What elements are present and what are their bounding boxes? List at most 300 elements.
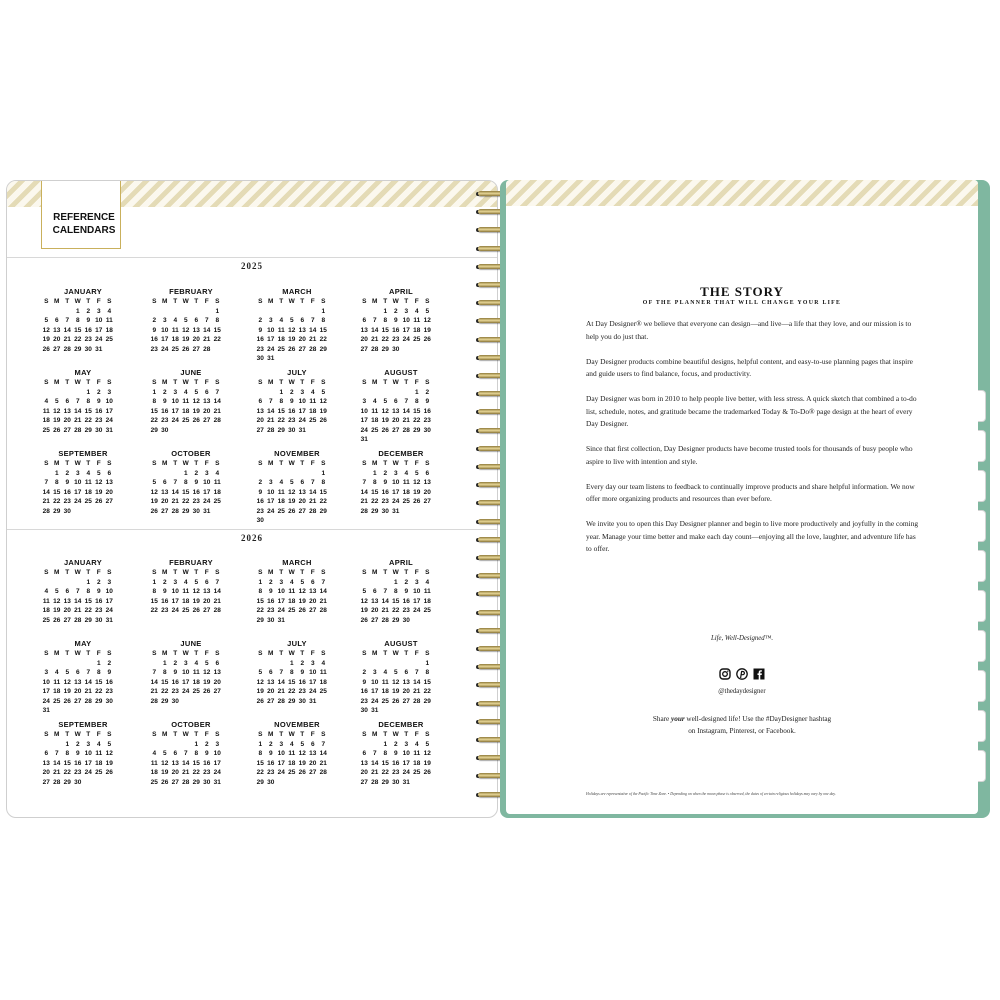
weekday-header: T	[194, 379, 199, 386]
day-number: 20	[298, 498, 306, 505]
mini-calendar-february	[149, 287, 233, 354]
mini-calendar-december	[359, 449, 443, 516]
day-number: 8	[162, 669, 167, 676]
weekday-header: W	[392, 731, 399, 738]
day-number: 17	[360, 417, 368, 424]
day-number: 25	[371, 426, 379, 434]
social-icons	[506, 668, 978, 683]
day-number: 18	[413, 326, 421, 334]
instagram-icon	[719, 668, 731, 680]
day-number: 26	[192, 607, 200, 614]
index-tab	[977, 590, 986, 622]
day-number: 15	[150, 597, 158, 605]
day-number: 2	[86, 307, 91, 315]
day-number: 24	[277, 607, 285, 614]
day-number: 5	[152, 479, 157, 486]
weekday-header: T	[65, 379, 70, 386]
weekday-header: T	[404, 569, 409, 576]
weekday-header: S	[258, 731, 263, 738]
day-number: 21	[371, 336, 379, 343]
day-number: 27	[402, 697, 410, 705]
day-number: 16	[95, 597, 103, 605]
day-number: 12	[53, 407, 61, 415]
day-number: 10	[171, 398, 179, 405]
weekday-header: S	[107, 731, 112, 738]
day-number: 25	[402, 498, 410, 505]
weekday-header: S	[321, 650, 326, 657]
weekday-header: W	[392, 569, 399, 576]
day-number: 29	[53, 507, 61, 515]
empty-day	[73, 389, 84, 398]
day-number: 1	[383, 307, 388, 315]
day-number: 15	[277, 407, 285, 415]
day-number: 3	[300, 388, 305, 396]
day-number: 16	[360, 688, 368, 695]
day-number: 30	[203, 778, 211, 786]
day-number: 7	[321, 578, 326, 586]
day-number: 5	[44, 317, 49, 324]
day-number: 8	[86, 588, 91, 595]
day-number: 7	[383, 588, 388, 595]
day-number: 6	[300, 317, 305, 324]
day-number: 30	[95, 616, 103, 624]
day-number: 10	[298, 398, 306, 405]
day-number: 7	[215, 388, 220, 396]
weekday-header: M	[54, 569, 60, 576]
weekday-header: S	[258, 460, 263, 467]
day-grid	[41, 569, 125, 625]
day-number: 5	[289, 317, 294, 324]
empty-day	[52, 308, 63, 317]
day-number: 20	[298, 336, 306, 343]
day-grid	[255, 460, 339, 526]
empty-day	[380, 389, 391, 398]
day-number: 20	[371, 607, 379, 614]
weekday-header: F	[310, 569, 315, 576]
day-number: 21	[203, 336, 211, 343]
day-number: 6	[393, 398, 398, 405]
day-number: 5	[183, 317, 188, 324]
day-number: 1	[414, 388, 419, 396]
month-name: NOVEMBER	[274, 449, 320, 458]
day-number: 19	[105, 759, 113, 767]
day-number: 19	[256, 688, 264, 695]
day-number: 18	[381, 688, 389, 695]
day-number: 12	[95, 479, 103, 486]
weekday-header: M	[162, 460, 168, 467]
day-number: 4	[372, 398, 377, 405]
weekday-header: W	[288, 731, 295, 738]
day-number: 26	[150, 507, 158, 515]
day-number: 5	[204, 659, 209, 667]
weekday-header: W	[392, 298, 399, 305]
day-number: 19	[182, 336, 190, 343]
day-number: 31	[267, 355, 275, 362]
day-number: 9	[258, 488, 263, 496]
day-number: 15	[256, 759, 264, 767]
day-number: 12	[423, 317, 431, 324]
weekday-header: F	[204, 731, 209, 738]
day-number: 24	[105, 417, 113, 424]
weekday-header: M	[54, 298, 60, 305]
tab-label-line1: REFERENCE	[53, 212, 115, 223]
weekday-header: T	[404, 731, 409, 738]
day-number: 4	[152, 750, 157, 757]
weekday-header: F	[310, 460, 315, 467]
day-number: 28	[381, 616, 389, 624]
day-number: 23	[84, 336, 92, 343]
empty-day	[266, 470, 277, 479]
weekday-header: T	[86, 731, 91, 738]
weekday-header: T	[383, 569, 388, 576]
day-number: 20	[171, 769, 179, 776]
day-number: 8	[393, 588, 398, 595]
index-tab	[977, 510, 986, 542]
day-number: 25	[413, 769, 421, 776]
day-number: 2	[393, 307, 398, 315]
day-number: 28	[402, 426, 410, 434]
day-number: 30	[171, 697, 179, 705]
weekday-header: F	[96, 298, 101, 305]
day-number: 5	[425, 307, 430, 315]
day-number: 17	[203, 488, 211, 496]
day-number: 8	[152, 398, 157, 405]
day-number: 27	[360, 345, 368, 353]
day-number: 24	[277, 769, 285, 776]
day-number: 11	[150, 759, 158, 767]
day-number: 6	[300, 479, 305, 486]
mini-calendar-october	[149, 720, 233, 787]
day-grid	[359, 569, 443, 625]
day-number: 31	[402, 778, 410, 786]
day-number: 12	[288, 488, 296, 496]
weekday-header: F	[96, 569, 101, 576]
day-number: 11	[423, 588, 431, 595]
day-number: 16	[256, 498, 264, 505]
day-number: 2	[268, 740, 273, 748]
weekday-header: S	[152, 460, 157, 467]
day-number: 29	[392, 616, 400, 624]
day-number: 12	[192, 398, 200, 405]
day-number: 4	[215, 469, 220, 477]
weekday-header: W	[288, 460, 295, 467]
day-number: 24	[203, 498, 211, 505]
month-name: MARCH	[282, 558, 312, 567]
day-number: 8	[279, 398, 284, 405]
weekday-header: W	[74, 298, 81, 305]
day-number: 8	[258, 588, 263, 595]
empty-day	[401, 660, 412, 669]
day-number: 4	[289, 578, 294, 586]
day-number: 9	[393, 317, 398, 324]
day-number: 14	[171, 488, 179, 496]
day-number: 14	[309, 488, 317, 496]
weekday-header: T	[383, 731, 388, 738]
month-name: OCTOBER	[171, 720, 211, 729]
empty-day	[370, 308, 381, 317]
weekday-header: S	[362, 460, 367, 467]
day-number: 8	[414, 398, 419, 405]
day-number: 4	[414, 740, 419, 748]
day-number: 6	[107, 469, 112, 477]
day-number: 29	[319, 345, 327, 353]
day-number: 25	[213, 498, 221, 505]
weekday-header: T	[194, 298, 199, 305]
story-paragraph: Day Designer products combine beautiful designs, helpful content, and easy-to-use planning pages that inspire and guide users to find balance, focus, and productivity.	[586, 356, 913, 378]
day-number: 11	[182, 588, 190, 595]
reference-calendars-page	[6, 180, 498, 818]
story-title: THE STORY	[700, 284, 784, 299]
day-number: 3	[279, 578, 284, 586]
day-number: 30	[161, 426, 169, 434]
day-number: 17	[298, 407, 306, 415]
day-grid	[359, 460, 443, 516]
day-number: 28	[53, 778, 61, 786]
empty-day	[370, 741, 381, 750]
day-number: 9	[96, 588, 101, 595]
weekday-header: M	[268, 379, 274, 386]
day-number: 30	[288, 426, 296, 434]
day-number: 11	[95, 750, 103, 757]
day-number: 6	[372, 588, 377, 595]
weekday-header: F	[414, 731, 419, 738]
day-number: 10	[182, 669, 190, 676]
empty-day	[287, 308, 298, 317]
mini-calendar-november	[255, 449, 339, 526]
day-number: 12	[288, 326, 296, 334]
mini-calendar-february	[149, 558, 233, 616]
weekday-header: F	[414, 569, 419, 576]
day-number: 10	[203, 479, 211, 486]
day-number: 1	[425, 659, 430, 667]
day-number: 1	[86, 388, 91, 396]
month-name: MAY	[74, 639, 92, 648]
weekday-header: F	[310, 731, 315, 738]
empty-day	[83, 660, 94, 669]
day-number: 10	[413, 588, 421, 595]
day-number: 31	[392, 507, 400, 515]
day-number: 14	[53, 759, 61, 767]
day-number: 7	[310, 317, 315, 324]
day-number: 26	[413, 498, 421, 505]
day-number: 14	[277, 678, 285, 686]
day-number: 21	[319, 759, 327, 767]
day-number: 5	[321, 388, 326, 396]
weekday-header: M	[268, 569, 274, 576]
day-number: 3	[86, 740, 91, 748]
weekday-header: M	[268, 298, 274, 305]
day-number: 21	[309, 498, 317, 505]
day-number: 2	[204, 740, 209, 748]
weekday-header: S	[321, 569, 326, 576]
weekday-header: S	[321, 298, 326, 305]
mini-calendar-july	[255, 639, 339, 706]
pinterest-icon	[736, 668, 748, 680]
day-number: 14	[84, 678, 92, 686]
day-number: 24	[309, 688, 317, 695]
day-number: 7	[173, 479, 178, 486]
mini-calendar-october	[149, 449, 233, 516]
day-number: 18	[150, 769, 158, 776]
day-number: 20	[423, 488, 431, 496]
day-number: 9	[65, 479, 70, 486]
day-number: 5	[300, 740, 305, 748]
day-number: 6	[44, 750, 49, 757]
day-number: 24	[74, 498, 82, 505]
day-number: 26	[192, 417, 200, 424]
day-number: 1	[75, 307, 80, 315]
day-number: 11	[288, 750, 296, 757]
day-number: 6	[75, 669, 80, 676]
day-number: 1	[86, 578, 91, 586]
empty-day	[287, 470, 298, 479]
day-number: 11	[213, 479, 221, 486]
empty-day	[412, 660, 423, 669]
day-number: 19	[423, 759, 431, 767]
day-number: 28	[84, 697, 92, 705]
day-number: 5	[414, 469, 419, 477]
day-number: 12	[42, 326, 50, 334]
day-number: 29	[319, 507, 327, 515]
day-number: 25	[277, 507, 285, 515]
story-body	[586, 318, 922, 568]
day-number: 4	[310, 388, 315, 396]
day-number: 2	[393, 740, 398, 748]
day-number: 11	[53, 678, 61, 686]
empty-day	[170, 741, 181, 750]
day-number: 17	[171, 597, 179, 605]
day-number: 11	[309, 398, 317, 405]
day-number: 25	[171, 345, 179, 353]
weekday-header: T	[383, 298, 388, 305]
empty-day	[276, 308, 287, 317]
day-number: 6	[310, 740, 315, 748]
index-tab	[977, 630, 986, 662]
day-number: 18	[192, 678, 200, 686]
day-number: 9	[86, 317, 91, 324]
day-number: 21	[182, 769, 190, 776]
day-number: 15	[192, 759, 200, 767]
day-number: 16	[161, 407, 169, 415]
day-number: 16	[95, 407, 103, 415]
empty-day	[359, 389, 370, 398]
day-number: 8	[383, 317, 388, 324]
day-number: 29	[256, 778, 264, 786]
weekday-header: T	[300, 460, 305, 467]
weekday-header: T	[404, 298, 409, 305]
day-number: 26	[360, 616, 368, 624]
day-number: 21	[53, 769, 61, 776]
day-number: 6	[362, 750, 367, 757]
weekday-header: M	[162, 379, 168, 386]
day-number: 17	[182, 678, 190, 686]
day-number: 26	[288, 345, 296, 353]
day-number: 21	[213, 597, 221, 605]
day-number: 19	[53, 607, 61, 614]
weekday-header: S	[152, 650, 157, 657]
day-number: 14	[309, 326, 317, 334]
day-number: 29	[423, 697, 431, 705]
mini-calendar-august	[359, 639, 443, 716]
day-number: 14	[267, 407, 275, 415]
day-number: 30	[402, 616, 410, 624]
day-number: 13	[74, 678, 82, 686]
day-number: 23	[192, 498, 200, 505]
weekday-header: W	[392, 460, 399, 467]
day-number: 23	[288, 417, 296, 424]
day-number: 7	[65, 317, 70, 324]
day-number: 10	[360, 407, 368, 415]
day-number: 26	[53, 616, 61, 624]
day-number: 24	[413, 607, 421, 614]
day-number: 19	[381, 417, 389, 424]
empty-day	[149, 741, 160, 750]
day-number: 14	[74, 407, 82, 415]
day-number: 22	[392, 607, 400, 614]
day-number: 20	[63, 417, 71, 424]
day-number: 4	[279, 317, 284, 324]
day-number: 9	[300, 669, 305, 676]
weekday-header: S	[258, 379, 263, 386]
empty-day	[52, 579, 63, 588]
day-number: 25	[105, 336, 113, 343]
mini-calendar-july	[255, 368, 339, 435]
day-number: 3	[204, 469, 209, 477]
day-number: 21	[267, 417, 275, 424]
day-number: 4	[86, 469, 91, 477]
day-number: 9	[75, 750, 80, 757]
day-number: 12	[381, 407, 389, 415]
empty-day	[160, 470, 171, 479]
weekday-header: M	[54, 379, 60, 386]
weekday-header: W	[182, 569, 189, 576]
index-tab	[977, 390, 986, 422]
empty-day	[52, 660, 63, 669]
year-label: 2025	[241, 261, 263, 271]
day-number: 13	[309, 750, 317, 757]
day-number: 17	[309, 678, 317, 686]
day-number: 29	[150, 426, 158, 434]
day-number: 24	[171, 607, 179, 614]
day-number: 5	[65, 669, 70, 676]
day-number: 13	[53, 326, 61, 334]
day-number: 25	[288, 607, 296, 614]
day-number: 11	[182, 398, 190, 405]
day-number: 24	[402, 336, 410, 343]
day-number: 17	[392, 488, 400, 496]
day-grid	[255, 569, 339, 625]
day-number: 28	[267, 426, 275, 434]
story-paragraph: We invite you to open this Day Designer planner and begin to live more productively and joyfully in the coming year. Manage your time better and make each day count—enjoying all the love, laughter, and adventure life has to offer.	[586, 519, 919, 553]
weekday-header: T	[383, 460, 388, 467]
day-number: 22	[53, 498, 61, 505]
day-number: 18	[182, 597, 190, 605]
day-number: 14	[74, 597, 82, 605]
day-number: 4	[96, 740, 101, 748]
day-number: 28	[74, 426, 82, 434]
day-number: 25	[288, 769, 296, 776]
weekday-header: T	[194, 569, 199, 576]
day-number: 16	[203, 759, 211, 767]
day-number: 12	[105, 750, 113, 757]
day-number: 18	[371, 417, 379, 424]
day-number: 6	[173, 750, 178, 757]
day-number: 11	[319, 669, 327, 676]
day-number: 20	[42, 769, 50, 776]
day-number: 19	[63, 688, 71, 695]
day-number: 21	[213, 407, 221, 415]
day-number: 20	[267, 688, 275, 695]
